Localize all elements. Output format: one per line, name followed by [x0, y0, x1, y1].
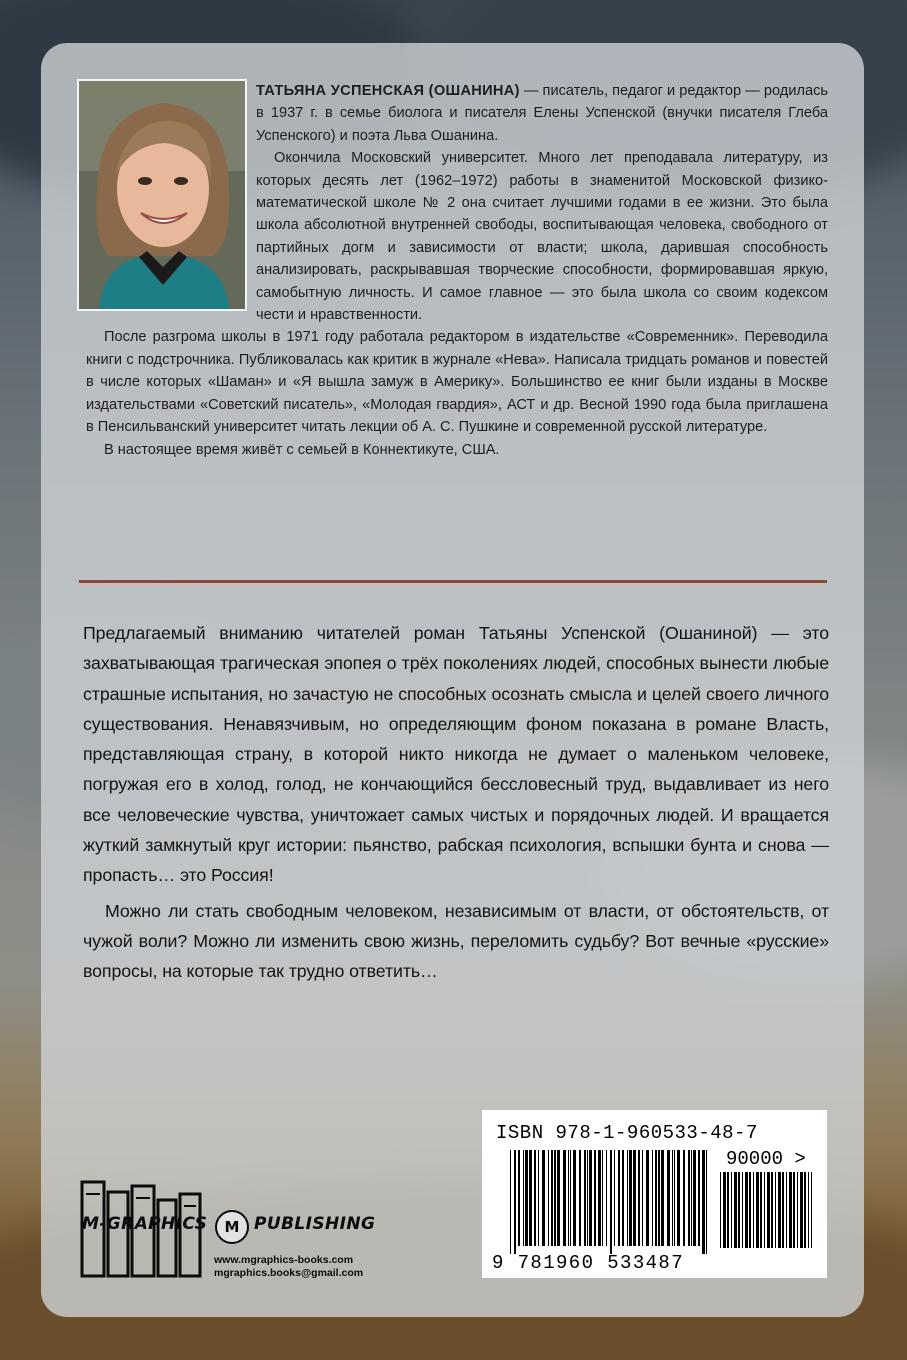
barcode-bar — [618, 1150, 620, 1246]
barcode-bar — [698, 1150, 700, 1246]
publisher-mark-icon: M — [215, 1210, 249, 1244]
ean-barcode-bars — [510, 1150, 710, 1254]
barcode-bar — [745, 1172, 748, 1248]
barcode-bar — [629, 1150, 632, 1246]
barcode-bar — [602, 1150, 603, 1246]
bio-paragraph-2: Окончила Московский университет. Много лет преподавала литературу, из которых десять лет (1962–1972) работы в знаменитой Московской физико-математической школе № 2 она считает лучшими годами в ее жизни. Это была школа абсолютной внутренней свободы, воспитывающая человека, свободного от партийных догм и зависимости от власти; школа, дарившая способность анализировать, раскрывавшая творческие способности, формировавшая яркую, самобытную личность. И самое главное — это была школа со своим кодексом чести и нравственности. — [256, 150, 828, 324]
barcode-bar — [688, 1150, 690, 1246]
barcode-bar — [514, 1150, 516, 1254]
barcode-bar — [594, 1150, 596, 1246]
blurb-paragraph-2: Можно ли стать свободным человеком, независимым от власти, от обстоятельств, от чужой воли? Можно ли изменить свою жизнь, переломить судьбу? Вот вечные «русские» вопросы, на которые так трудно ответить… — [83, 900, 829, 982]
barcode-bar — [534, 1150, 536, 1246]
barcode-bar — [622, 1150, 624, 1246]
barcode-bar — [767, 1172, 770, 1248]
barcode-bar — [523, 1150, 524, 1246]
barcode-bar — [518, 1150, 520, 1246]
barcode-bar — [811, 1172, 812, 1248]
barcode-bar — [652, 1150, 653, 1246]
bio-paragraph-1-rest: — писатель, педагог и редактор — родилась в 1937 г. в семье биолога и писателя Елены Успенской (внучки писателя Глеба Успенского) и поэта Льва Ошанина. — [256, 83, 829, 144]
barcode-bar — [702, 1150, 705, 1254]
barcode-bar — [570, 1150, 571, 1246]
barcode-bar — [804, 1172, 806, 1248]
barcode-bar — [738, 1172, 740, 1248]
barcode-bar — [789, 1172, 792, 1248]
section-divider-highlight — [79, 584, 827, 585]
blurb-paragraph-1: Предлагаемый вниманию читателей роман Татьяны Успенской (Ошаниной) — это захватывающая трагическая эпопея о трёх поколениях людей, способных вынести любые страшные испытания, но зачастую не способных осознать смысла и целей своего личного существования. Ненавязчивым, но определяющим фоном показана в романе Власть, представляющая страну, в которой никто никогда не думает о маленьком человеке, погружая его в холод, голод, не кончающийся бессловесный труд, выдавливает из него все человеческие чувства, уничтожает самых чистых и порядочных людей. И вращается жуткий замкнутый круг истории: пьянство, рабская психология, вспышки бунта и снова — пропасть… это Россия! — [83, 623, 829, 886]
photo-spacer — [86, 78, 256, 312]
barcode-bar — [667, 1150, 670, 1246]
barcode-bar — [800, 1172, 803, 1248]
barcode-bar — [723, 1172, 726, 1248]
barcode-bar — [749, 1172, 751, 1248]
barcode-bar — [638, 1150, 640, 1246]
bio-paragraph-3: После разгрома школы в 1971 году работала редактором в издательстве «Современник». Переводила книги с подстрочника. Публиковалась как критик в журнале «Нева». Написала тридцать романов и повестей в числе которых «Шаман» и «Я вышла замуж в Америку». Большинство ее книг были изданы в Москве издательствами «Советский писатель», «Молодая гвардия», АСТ и др. Весной 1990 года была приглашена в Пенсильванский университет читать лекции об А. С. Пушкине и современной русской литературе. — [86, 329, 828, 436]
barcode-bar — [693, 1150, 696, 1246]
barcode-bar — [589, 1150, 592, 1246]
barcode-bar — [771, 1172, 773, 1248]
barcode-bar — [551, 1150, 553, 1246]
barcode-bar — [764, 1172, 765, 1248]
barcode-bar — [646, 1150, 649, 1246]
barcode-bar — [538, 1150, 539, 1246]
addon-barcode-bars — [720, 1172, 816, 1252]
publisher-name-left: M-GRAPHICS — [82, 1214, 208, 1234]
barcode-bar — [775, 1172, 776, 1248]
barcode-bar — [782, 1172, 784, 1248]
barcode-bar — [548, 1150, 549, 1246]
barcode-bar — [661, 1150, 664, 1246]
barcode-bar — [727, 1172, 729, 1248]
isbn-label: ISBN 978-1-960533-48-7 — [496, 1122, 758, 1144]
barcode-bar — [658, 1150, 660, 1246]
barcode-bar — [525, 1150, 528, 1246]
bio-paragraph-4: В настоящее время живёт с семьей в Коннектикуте, США. — [104, 441, 500, 458]
barcode-bar — [579, 1150, 581, 1246]
barcode-bar — [742, 1172, 743, 1248]
author-name: ТАТЬЯНА УСПЕНСКАЯ (ОШАНИНА) — [256, 83, 520, 99]
barcode-bar — [706, 1150, 707, 1254]
publisher-name-right: PUBLISHING — [254, 1214, 376, 1234]
barcode-bar — [563, 1150, 566, 1246]
barcode-bar — [683, 1150, 685, 1246]
barcode-bar — [642, 1150, 643, 1246]
barcode-bar — [598, 1150, 601, 1246]
barcode-bar — [797, 1172, 798, 1248]
barcode-bar — [614, 1150, 615, 1246]
barcode-bar — [542, 1150, 545, 1246]
publisher-logo — [78, 1178, 388, 1278]
barcode-bar — [793, 1172, 795, 1248]
ean-digits: 9 781960 533487 — [492, 1252, 685, 1274]
barcode-bar — [734, 1172, 737, 1248]
barcode-bar — [778, 1172, 781, 1248]
author-bio — [86, 80, 828, 461]
barcode-bar — [753, 1172, 754, 1248]
barcode-bar — [554, 1150, 556, 1246]
barcode-bar — [633, 1150, 636, 1246]
barcode-bar — [627, 1150, 628, 1246]
price-code: 90000 > — [726, 1148, 806, 1170]
section-divider — [79, 580, 827, 583]
isbn-barcode-box — [482, 1110, 827, 1278]
barcode-bar — [786, 1172, 787, 1248]
barcode-bar — [760, 1172, 762, 1248]
publisher-website: www.mgraphics-books.com — [214, 1254, 354, 1266]
publisher-email: mgraphics.books@gmail.com — [214, 1267, 364, 1279]
barcode-bar — [568, 1150, 569, 1246]
barcode-bar — [808, 1172, 809, 1248]
barcode-bar — [573, 1150, 576, 1246]
barcode-bar — [529, 1150, 532, 1246]
barcode-bar — [756, 1172, 759, 1248]
barcode-bar — [610, 1150, 612, 1254]
barcode-bar — [731, 1172, 732, 1248]
barcode-bar — [557, 1150, 560, 1246]
barcode-bar — [587, 1150, 588, 1246]
barcode-bar — [672, 1150, 673, 1246]
barcode-bar — [584, 1150, 586, 1246]
book-blurb — [83, 618, 829, 987]
barcode-bar — [720, 1172, 721, 1248]
barcode-bar — [674, 1150, 675, 1246]
barcode-bar — [677, 1150, 680, 1246]
barcode-bar — [691, 1150, 692, 1246]
barcode-bar — [606, 1150, 607, 1246]
barcode-bar — [655, 1150, 657, 1246]
barcode-bar — [510, 1150, 511, 1254]
